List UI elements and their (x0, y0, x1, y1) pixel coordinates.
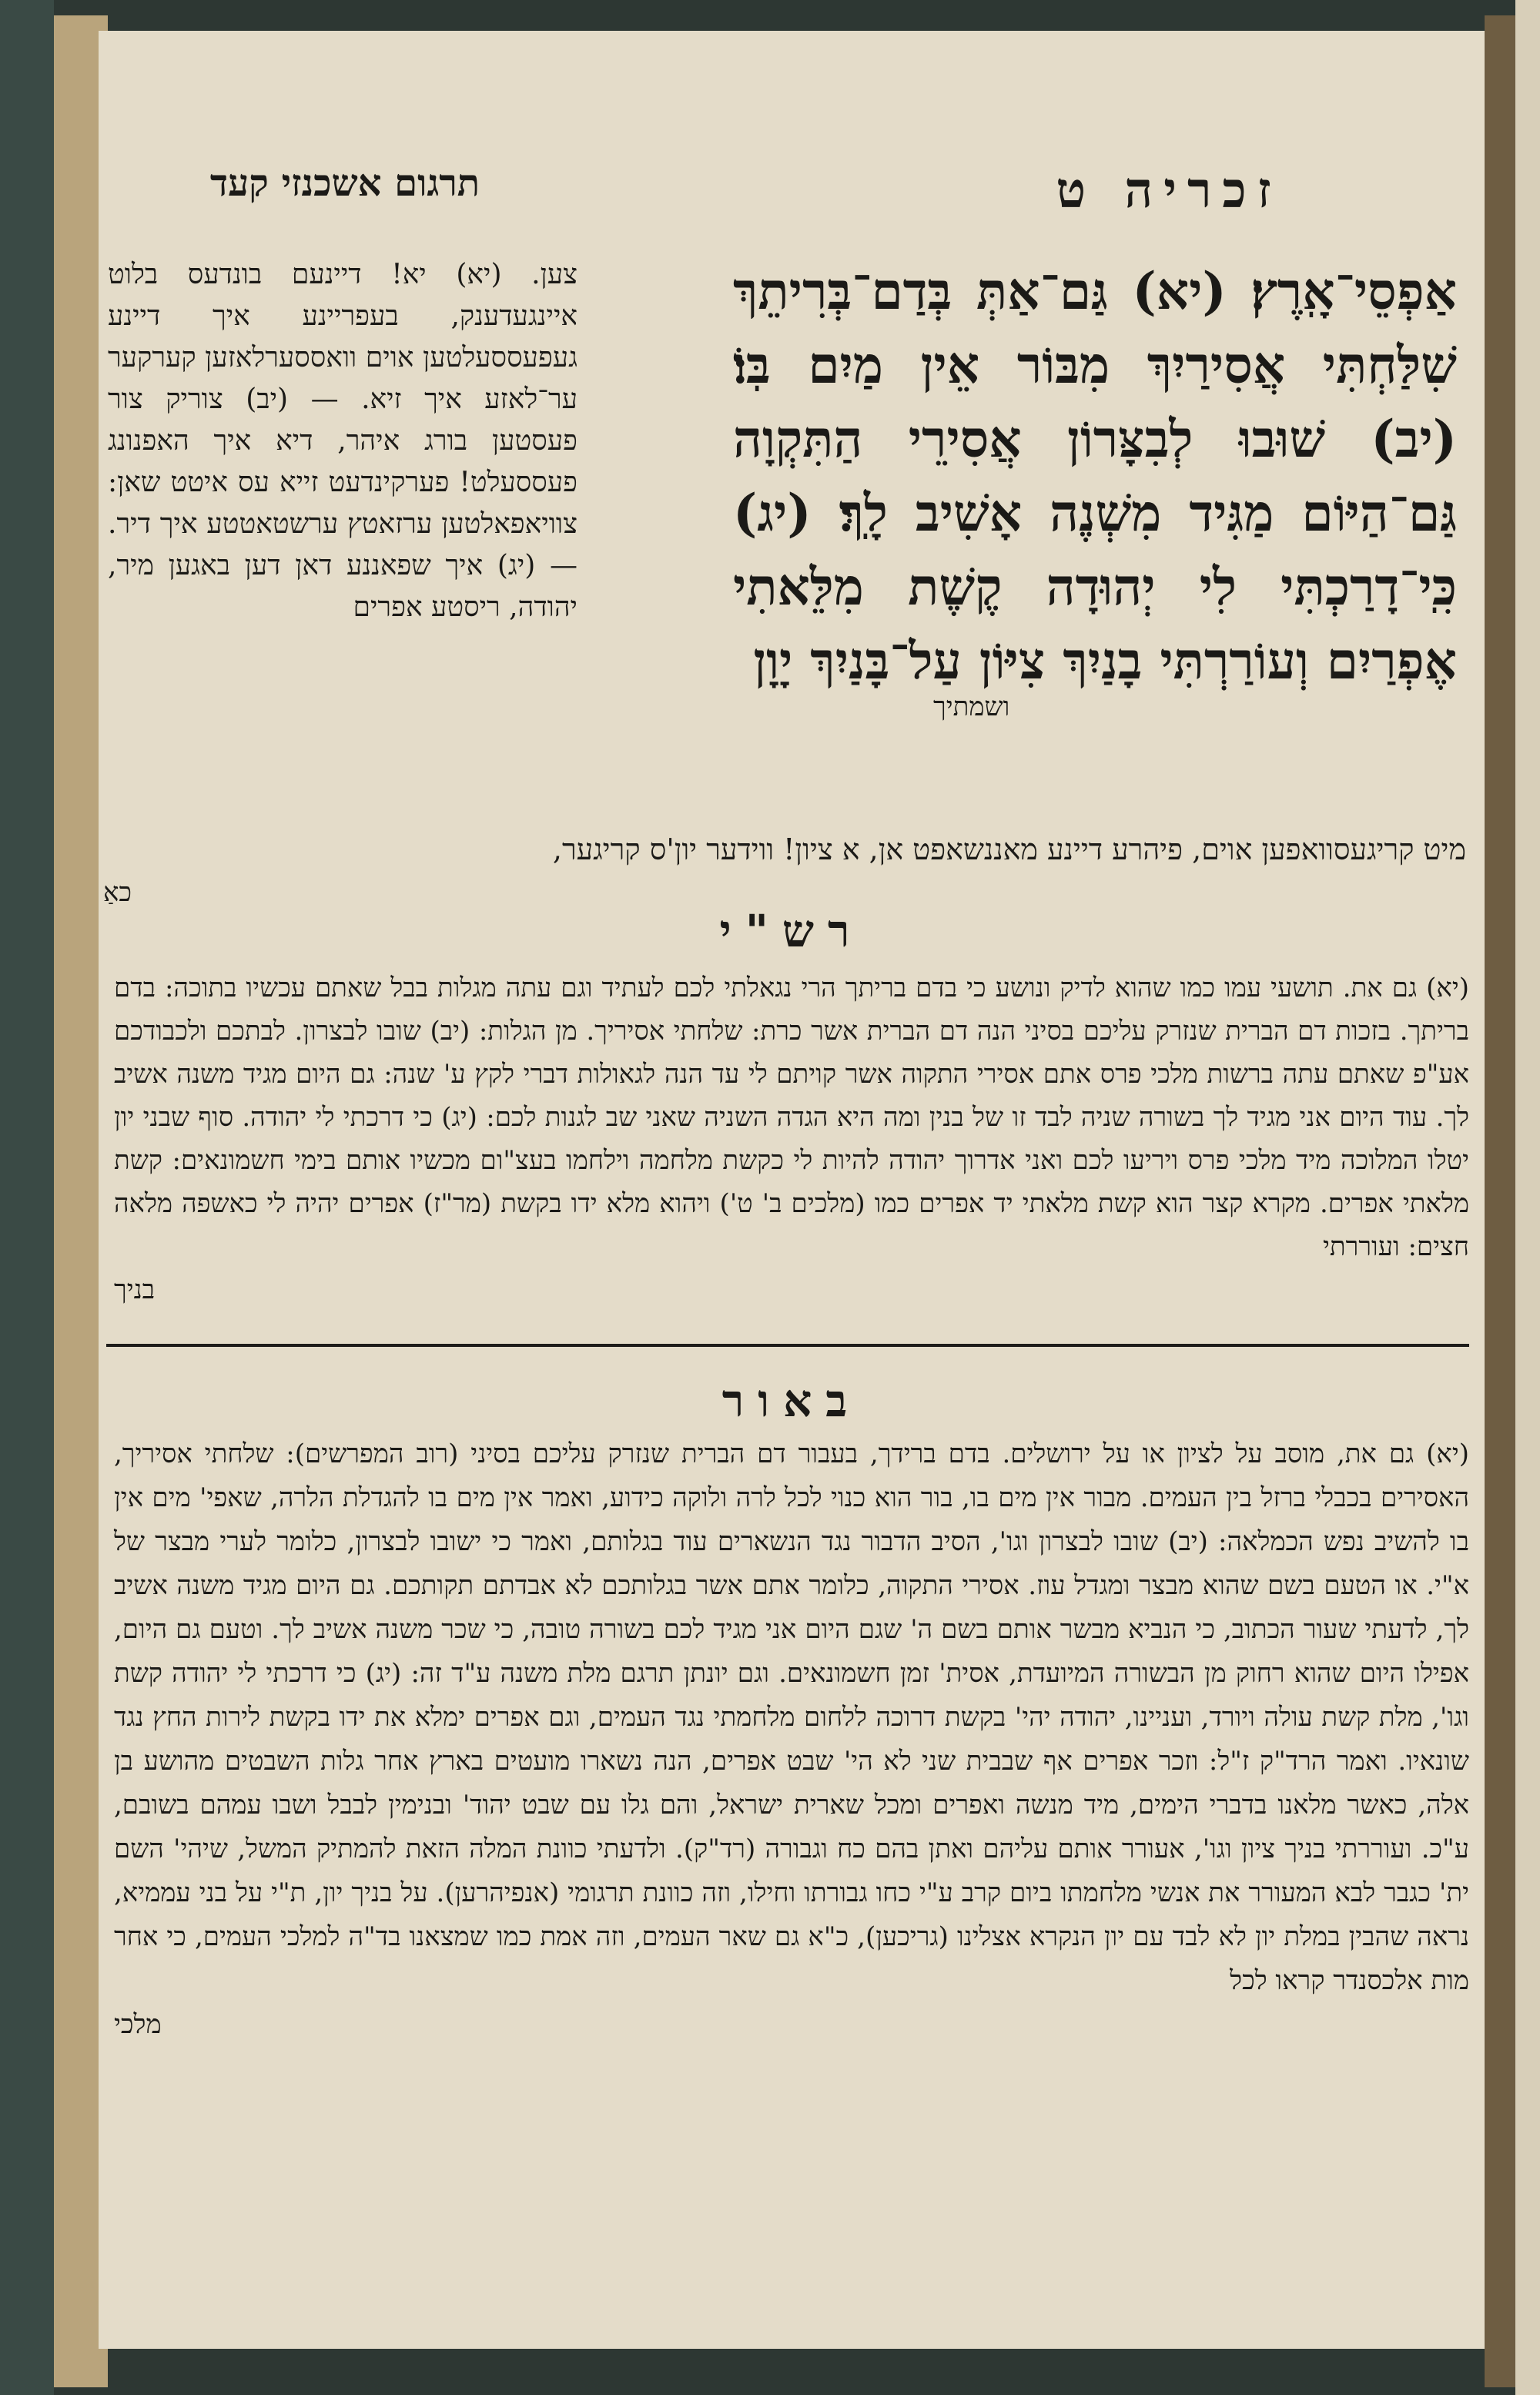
rashi-title: רש"י (719, 905, 864, 957)
translation-header: תרגום אשכנזי קעד (209, 162, 480, 205)
section-divider (106, 1344, 1469, 1347)
rashi-commentary (114, 966, 1469, 1311)
hebrew-text-block (733, 254, 1457, 722)
yiddish-catchword: כאַ (103, 877, 132, 908)
rashi-catchword: בניך (114, 1275, 156, 1305)
rashi-text: (יא) גם את. תושעי עמו כמו שהוא לדיק ונושע כי בדם בריתך הרי נגאלתי לכם לעתיד וגם עתה מגלות בבל שאתם עכשיו בתוכה: בדם בריתך. בזכות דם הברית שנזרק עליכם בסיני הנה דם הברית אשר כרת: שלחתי אסיריך. מן הגלות: (יב) שובו לבצרון. לבתכם ולכבודכם אע"פ שאתם עתה ברשות מלכי פרס אתם אסירי התקוה אשר קויתם לי עד הנה לגאולות דברי לקץ ע' שנה: גם היום מגיד משנה אשיב לך. עוד היום אני מגיד לך בשורה שניה לבד זו של בנין ומה היא הגדה השניה שאני שב לגנות לכם: (יג) כי דרכתי לי יהודה. סוף שבני יון יטלו המלוכה מיד מלכי פרס ויריעו לכם ואני אדרוך יהודה להיות לי כקשת מלחמה וילחמו בעצ"ום מכשיו אותם בימי חשמונאים: קשת מלאתי אפרים. מקרא קצר הוא קשת מלאתי יד אפרים כמו (מלכים ב' ט') ויהוא מלא ידו בקשת (מר"ז) אפרים יהיה לי כאשפה מלאה חצים: ועוררתי (114, 973, 1469, 1262)
yiddish-continuation: מיט קריגעסוואפען אוים, פיהרע דיינע מאננשאפט אן, א ציון! ווידער יון'ס קריגער, (552, 832, 1466, 866)
page (99, 31, 1485, 2349)
book-header: זכריה ט (1056, 162, 1282, 219)
beur-text: (יא) גם את, מוסב על לציון או על ירושלים. בדם ברידך, בעבור דם הברית שנזרק עליכם בסיני (רוב המפרשים): שלחתי אסיריך, האסירים בכבלי ברזל בין העמים. מבור אין מים בו, בור הוא כנוי לכל לרה ולוקה כידוע, ואמר אין מים בו להגדלת הלרה, שאפי' מים אין בו להשיב נפש הכמלאה: (יב) שובו לבצרון וגו', הסיב הדבור נגד הנשארים עוד בגלותם, ואמר כי ישובו לבצרון, כלומר לערי מבצר של א"י. או הטעם בשם שהוא מבצר ומגדל עוז. אסירי התקוה, כלומר אתם אשר בגלותכם לא אבדתם תקותכם. גם היום מגיד משנה אשיב לך, לדעתי שעור הכתוב, כי הנביא מבשר אותם בשם ה' שגם היום אני מגיד לכם בשורה טובה, כי שכר משנה אשיב לך. וטעם גם היום, אפילו היום שהוא רחוק מן הבשורה המיועדת, אסית' זמן חשמונאים. וגם יונתן תרגם מלת משנה ע"ד זה: (יג) כי דרכתי לי יהודה קשת וגו', מלת קשת עולה ויורד, ועניינו, יהודה יהי' בקשת דרוכה ללחום מלחמתי נגד העמים, וגם אפרים ימלא את ידו בקשת לירות החץ נגד שונאיו. ואמר הרד"ק ז"ל: וזכר אפרים אף שבבית שני לא הי' שבט אפרים, הנה נשארו מועטים בארץ אחר גלות השבטים מהושע בן אלה, כאשר מלאנו בדברי הימים, מיד מנשה ואפרים ומכל שארית ישראל, והם גלו עם שבט יהוד' ובנימין לבבל ושבו עמהם בשובם, ע"כ. ועוררתי בניך ציון וגו', אעורר אותם עליהם ואתן בהם כח וגבורה (רד"ק). ולדעתי כוונת המלה הזאת להמתיק המשל, שיהי' השם ית' כגבר לבא המעורר את אנשי מלחמתו ביום קרב ע"י כחו גבורתו וחילו, וזה כוונת תרגומי (אנפיהרען). על בניך יון, ת"י על בני עממיא, נראה שהבין במלת יון לא לבד עם יון הנקרא אצלינו (גריכען), כ"א גם שאר העמים, וזה אמת כמו שמצאנו בד"ה למלכי העמים, כי אחר מות אלכסנדר קראו לכל (114, 1439, 1470, 1996)
hebrew-text: אַפְסֵי־אָֽרֶץ׃ (יא) גַּם־אַתְּ בְּדַם־בְּרִיתֵךְ שִׁלַּחְתִּי אֲסִירַיִךְ מִבּוֹר אֵין מַיִם בּֽוֹ׃ (יב) שׁוּבוּ לְבִצָּרוֹן אֲסִירֵי הַתִּקְוָה גַּם־הַיּוֹם מַגִּיד מִשְׁנֶה אָשִׁיב לָֽךְ׃ (יג) כִּֽי־דָרַכְתִּי לִי יְהוּדָה קֶשֶׁת מִלֵּאתִי אֶפְרַיִם וְעוֹרַרְתִּי בָנַיִךְ צִיּוֹן עַל־בָּנַיִךְ יָוָן (733, 261, 1457, 691)
beur-commentary (114, 1432, 1469, 2047)
hebrew-catchword: ושמתיך (933, 692, 1010, 722)
yiddish-translation: צען. (יא) יא! דיינעם בונדעס בלוט איינגעדענק, בעפריינע איך דיינע געפעססעלטען אוים וואססערלאזען קערקער ער־לאזע איך זיא. — (יב) צוריק צור פעסטען בורג איהר, דיא איך האפנונג פעססעלט! פערקינדעט זייא עס איטט שאן: צוויאפאלטען ערזאטץ ערשטאטטע איך דיר. — (יג) איך שפאננע דאן דען באגען מיר, יהודה, ריסטע אפרים (108, 259, 578, 623)
yiddish-continuation-block (103, 828, 1466, 914)
beur-title: באור (721, 1375, 862, 1427)
beur-catchword: מלכי (114, 2009, 162, 2040)
